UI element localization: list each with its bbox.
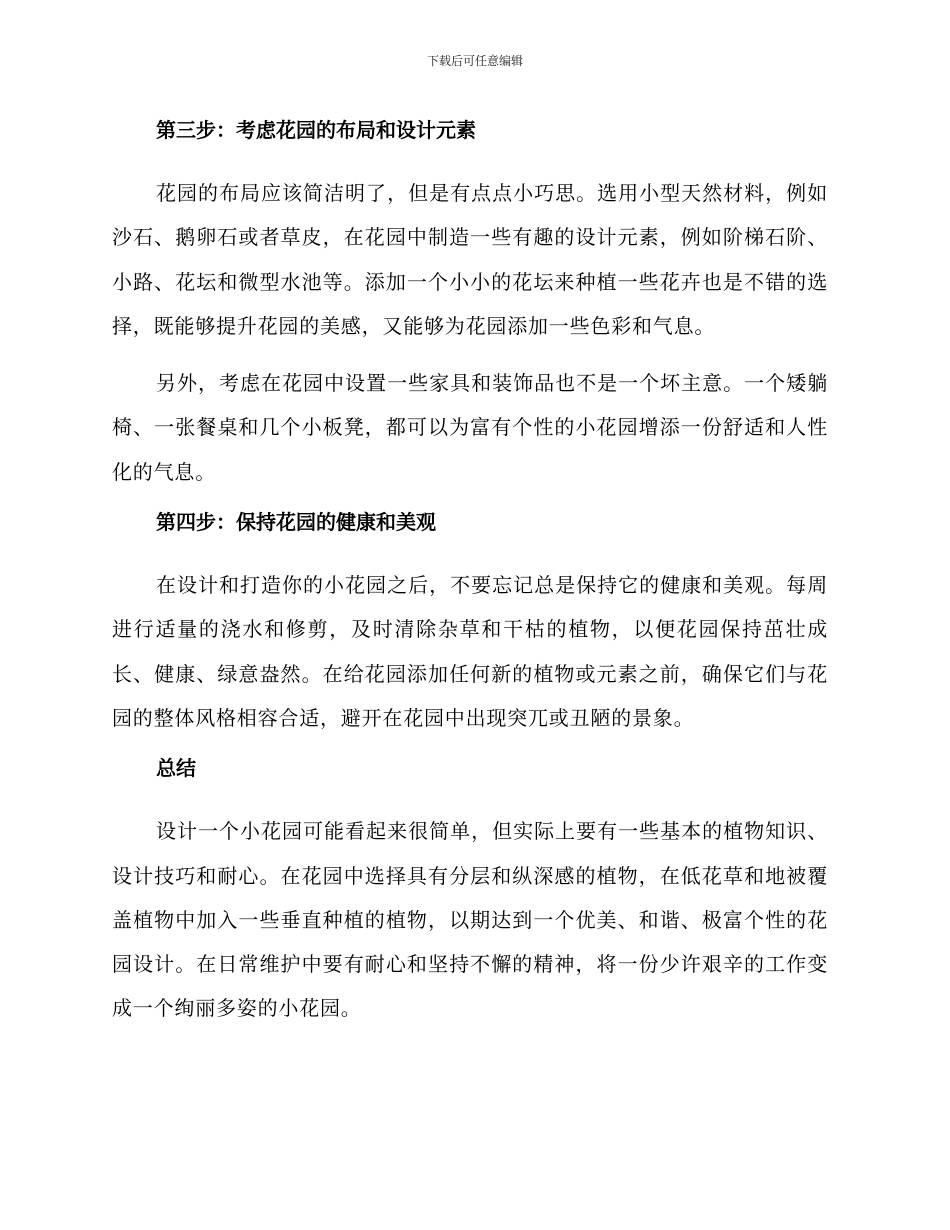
section-heading-step-three: 第三步：考虑花园的布局和设计元素: [156, 118, 476, 142]
paragraph-maintenance: 在设计和打造你的小花园之后，不要忘记总是保持它的健康和美观。每周进行适量的浇水和修剪，及时清除杂草和干枯的植物，以便花园保持茁壮成长、健康、绿意盎然。在给花园添加任何新的植物或元素之前，确保它们与花园的整体风格相容合适，避开在花园中出现突兀或丑陋的景象。: [112, 573, 828, 730]
paragraph-layout-elements: 花园的布局应该简洁明了，但是有点点小巧思。选用小型天然材料，例如沙石、鹅卵石或者草皮，在花园中制造一些有趣的设计元素，例如阶梯石阶、小路、花坛和微型水池等。添加一个小小的花坛来种植一些花卉也是不错的选择，既能够提升花园的美感，又能够为花园添加一些色彩和气息。: [112, 181, 828, 338]
section-heading-summary: 总结: [156, 756, 196, 781]
document-body: [112, 115, 828, 1044]
paragraph-furniture-decor: 另外，考虑在花园中设置一些家具和装饰品也不是一个坏主意。一个矮躺椅、一张餐桌和几个小板凳，都可以为富有个性的小花园增添一份舒适和人性化的气息。: [112, 371, 828, 484]
section-heading-step-four: 第四步：保持花园的健康和美观: [156, 510, 436, 535]
page-header-note: 下载后可任意编辑: [426, 54, 523, 68]
paragraph-summary: 设计一个小花园可能看起来很简单，但实际上要有一些基本的植物知识、设计技巧和耐心。在花园中选择具有分层和纵深感的植物，在低花草和地被覆盖植物中加入一些垂直种植的植物，以期达到一个优美、和谐、极富个性的花园设计。在日常维护中要有耐心和坚持不懈的精神，将一份少许艰辛的工作变成一个绚丽多姿的小花园。: [112, 819, 828, 1021]
